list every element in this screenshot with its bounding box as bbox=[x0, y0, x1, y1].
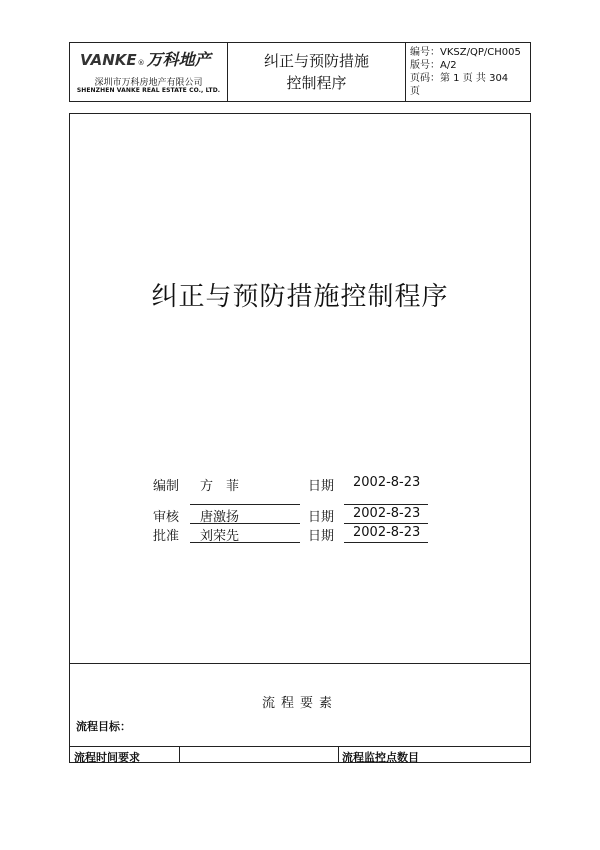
signoff-name-prepared: 方 菲 bbox=[200, 479, 240, 494]
logo-chinese-text: 万科地产 bbox=[146, 50, 211, 69]
signoff-date-label-prepared: 日期 bbox=[308, 479, 335, 494]
signoff-role-reviewed: 审核 bbox=[153, 510, 180, 525]
logo-latin-text: VANKE bbox=[80, 51, 137, 69]
vanke-logo bbox=[80, 47, 211, 69]
signoff-name-approved: 刘荣先 bbox=[200, 529, 240, 544]
process-checkpoint-label: 流程监控点数目 bbox=[342, 751, 419, 764]
section-divider bbox=[70, 663, 530, 664]
process-goal-label: 流程目标： bbox=[76, 720, 131, 733]
table-column-divider-1 bbox=[179, 746, 180, 762]
header-meta-cell bbox=[406, 43, 530, 101]
signoff-underline-approved bbox=[190, 542, 300, 543]
signoff-date-reviewed: 2002-8-23 bbox=[353, 506, 421, 521]
document-title: 纠正与预防措施控制程序 bbox=[151, 282, 449, 312]
table-column-divider-2 bbox=[338, 746, 339, 762]
document-code: 编号：VKSZ/QP/CH005 bbox=[410, 47, 521, 58]
signoff-date-label-approved: 日期 bbox=[308, 529, 335, 544]
page-number: 页码：第 1 页 共 304 bbox=[410, 73, 509, 84]
process-elements-title: 流程要素 bbox=[261, 696, 338, 711]
signoff-role-prepared: 编制 bbox=[153, 479, 180, 494]
header-title-line1: 纠正与预防措施 bbox=[263, 52, 369, 70]
signoff-date-label-reviewed: 日期 bbox=[308, 510, 335, 525]
signoff-name-reviewed: 唐激扬 bbox=[200, 510, 240, 525]
signoff-underline-prepared bbox=[190, 504, 300, 505]
signoff-date-underline-reviewed bbox=[344, 523, 428, 524]
document-header bbox=[69, 42, 531, 102]
company-name-en: SHENZHEN VANKE REAL ESTATE CO., LTD. bbox=[76, 87, 221, 94]
header-title-cell bbox=[228, 43, 406, 101]
signoff-underline-reviewed bbox=[190, 523, 300, 524]
table-top-border bbox=[70, 746, 530, 747]
signoff-date-prepared: 2002-8-23 bbox=[353, 475, 421, 490]
company-name-cn: 深圳市万科房地产有限公司 bbox=[94, 78, 203, 88]
signoff-date-underline-approved bbox=[344, 542, 428, 543]
header-title-line2: 控制程序 bbox=[286, 74, 347, 92]
registered-mark: ® bbox=[137, 59, 145, 67]
signoff-date-approved: 2002-8-23 bbox=[353, 525, 421, 540]
process-time-label: 流程时间要求 bbox=[74, 751, 140, 764]
signoff-role-approved: 批准 bbox=[153, 529, 180, 544]
document-version: 版号：A/2 bbox=[410, 60, 457, 71]
page-number-cont: 页 bbox=[410, 86, 420, 97]
content-frame bbox=[69, 113, 531, 763]
signoff-date-underline-prepared bbox=[344, 504, 428, 505]
company-logo-block bbox=[70, 43, 228, 101]
